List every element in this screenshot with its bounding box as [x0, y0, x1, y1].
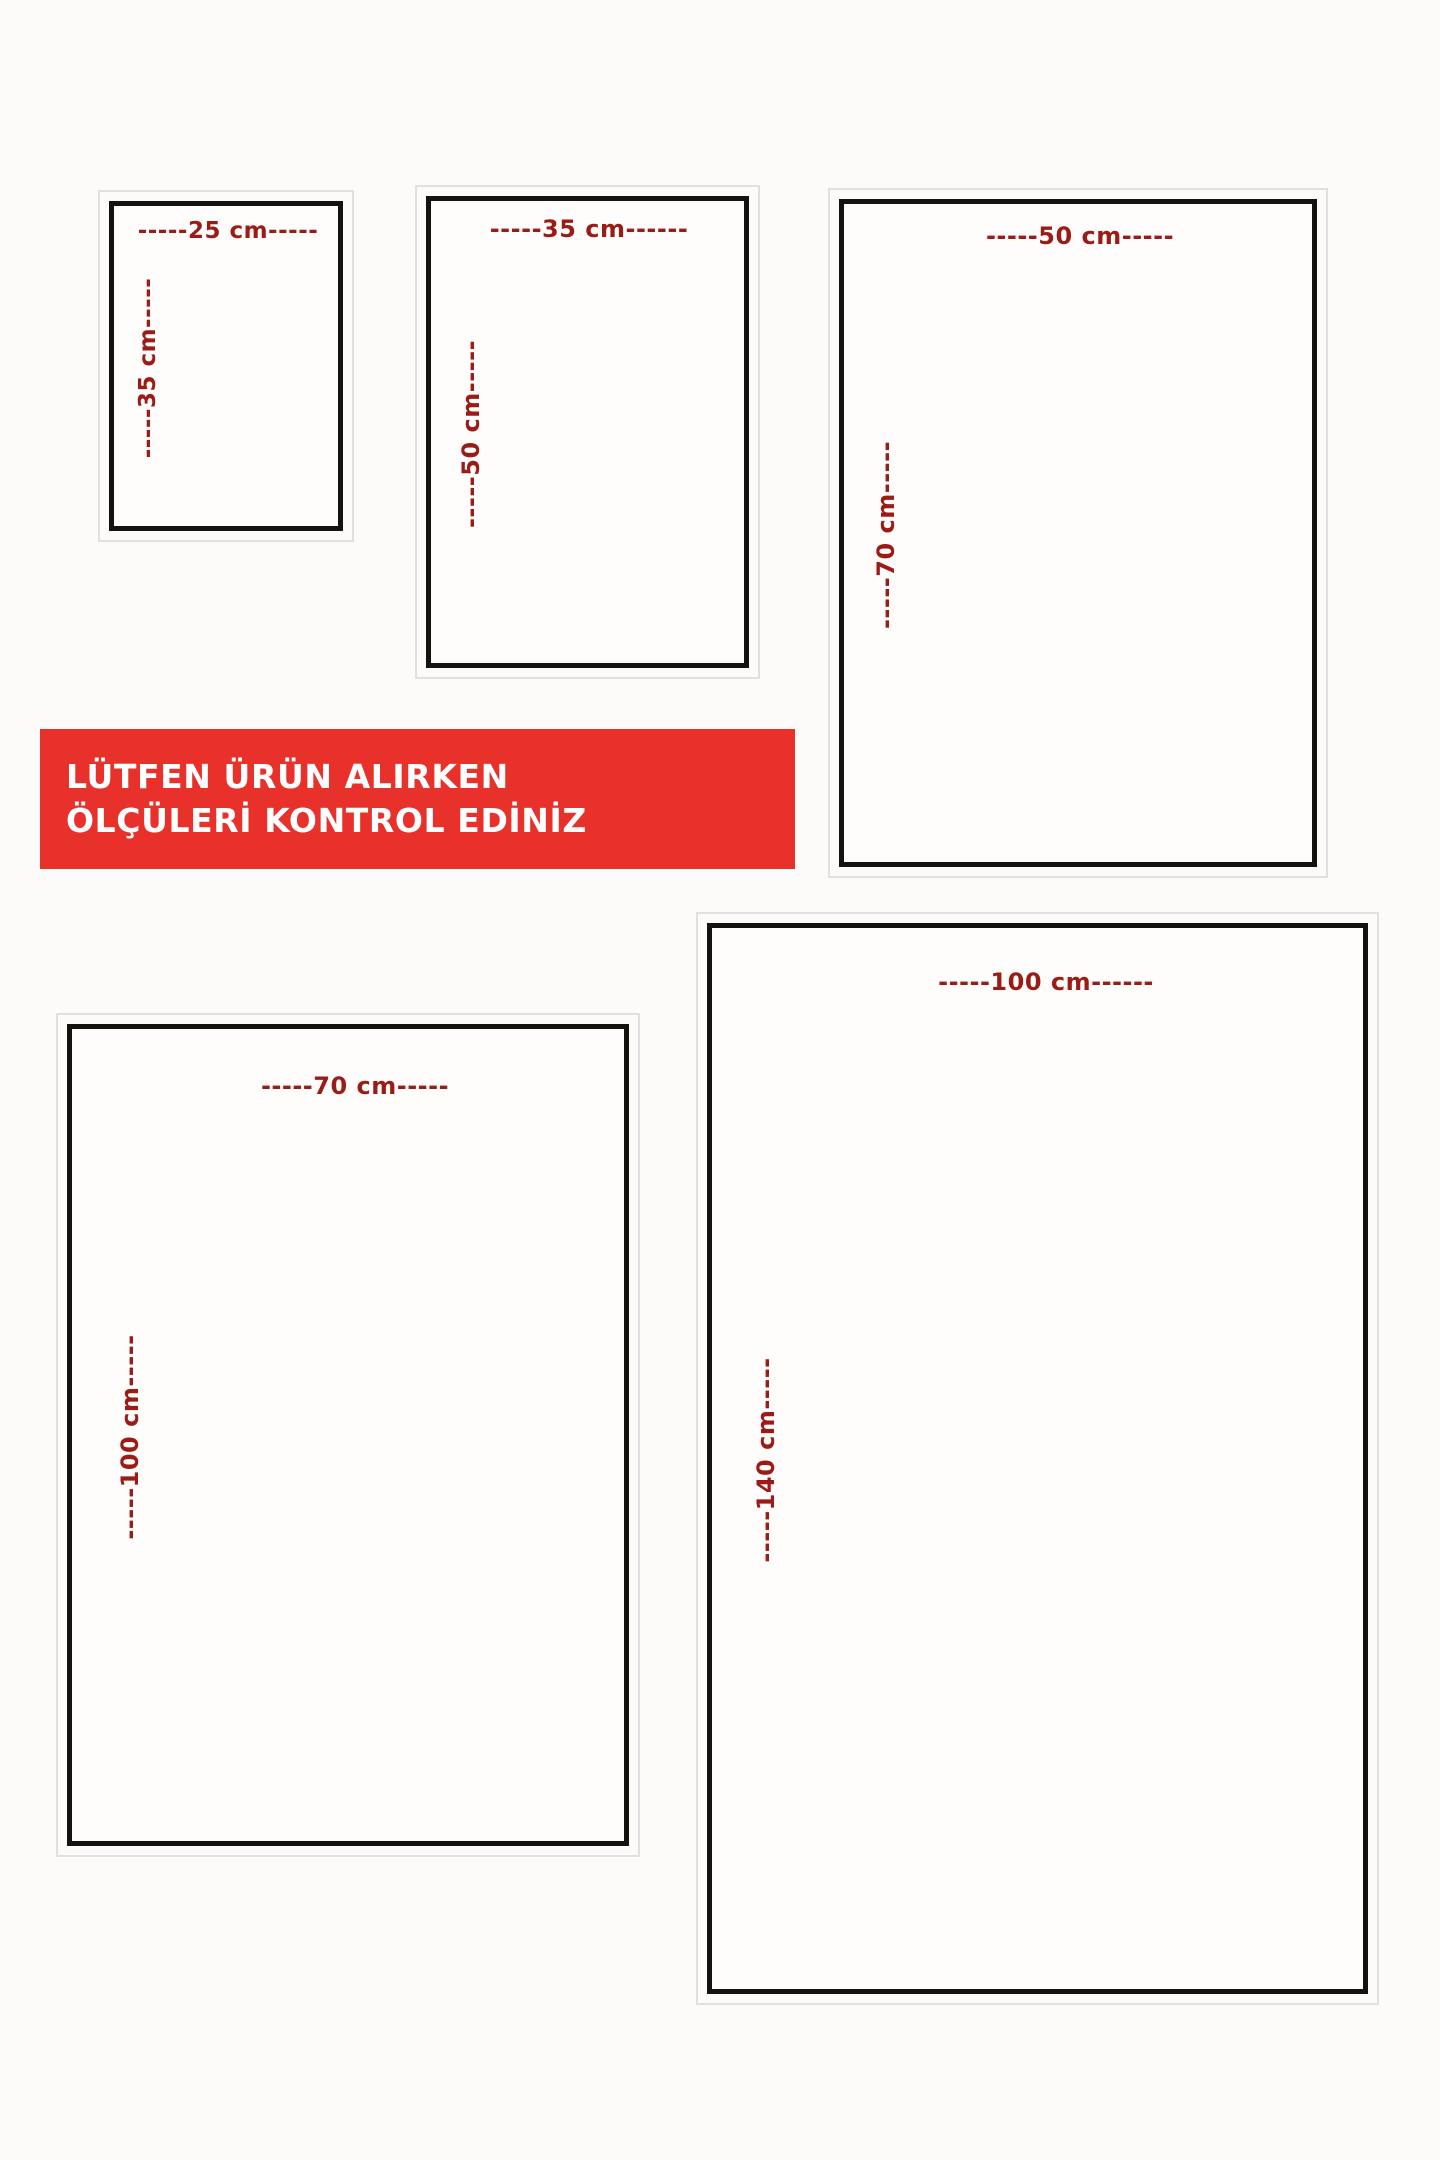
frame-70x100-inner — [67, 1024, 629, 1846]
frame-50x70-width-label: -----50 cm----- — [985, 222, 1175, 250]
warning-line-2: ÖLÇÜLERİ KONTROL EDİNİZ — [66, 801, 587, 840]
frame-50x70 — [828, 188, 1328, 878]
warning-banner — [40, 729, 795, 869]
frame-35x50 — [415, 185, 760, 679]
frame-100x140-width-label: -----100 cm------ — [938, 968, 1154, 996]
frame-35x50-height-label: -----50 cm----- — [457, 339, 485, 529]
frame-50x70-height-label: -----70 cm----- — [872, 440, 900, 630]
frame-70x100 — [56, 1013, 640, 1857]
frame-70x100-width-label: -----70 cm----- — [260, 1072, 450, 1100]
warning-line-1: LÜTFEN ÜRÜN ALIRKEN — [66, 757, 509, 797]
frame-100x140 — [696, 912, 1379, 2005]
frame-25x35 — [98, 190, 354, 542]
frame-100x140-height-label: -----140 cm----- — [752, 1357, 780, 1563]
frame-35x50-width-label: -----35 cm------ — [489, 215, 689, 243]
frame-50x70-inner — [839, 199, 1317, 867]
frame-25x35-height-label: -----35 cm----- — [135, 277, 161, 459]
frame-100x140-inner — [707, 923, 1368, 1994]
frame-70x100-height-label: -----100 cm----- — [116, 1334, 144, 1540]
frame-25x35-width-label: -----25 cm----- — [137, 218, 319, 244]
